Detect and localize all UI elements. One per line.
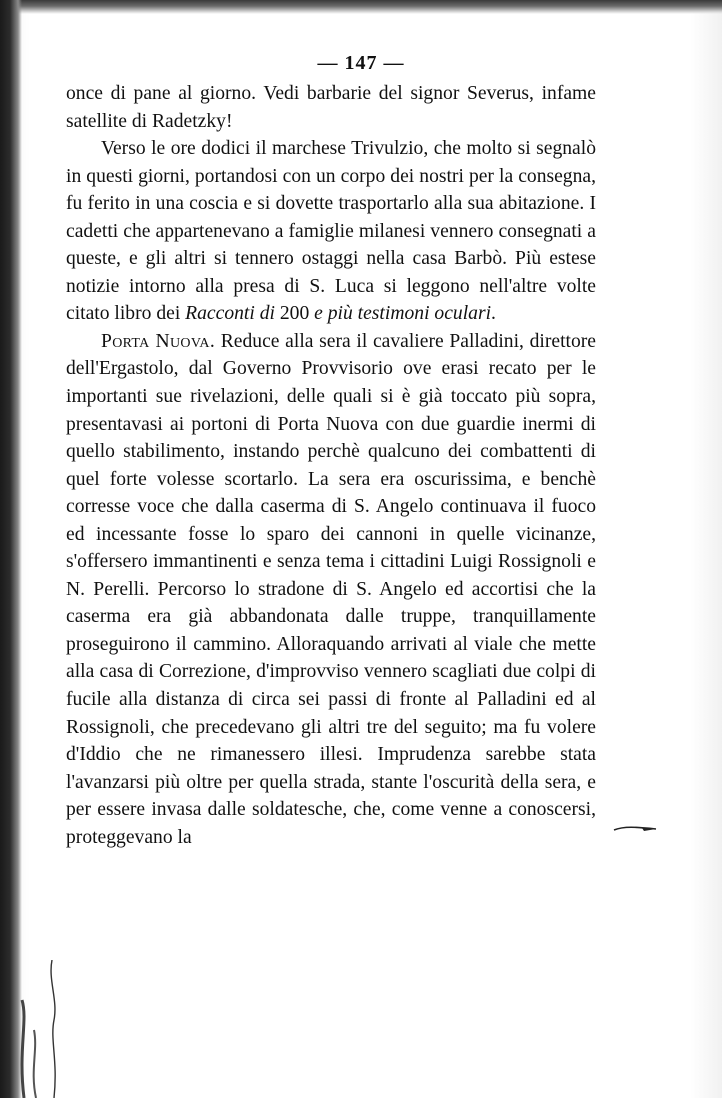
margin-pencil-mark-icon bbox=[612, 822, 658, 836]
book-binding-shadow bbox=[0, 0, 22, 1098]
paragraph-3-text: Reduce alla sera il cavaliere Palladini, direttore dell'Ergastolo, dal Governo Provvisorio ove erasi recato per le importanti sue rivelazioni, delle quali si è già toccato più sopra, presentavasi ai portoni di Porta Nuova con due guardie inermi di quello stabilimento, instando perchè qualcuno dei combattenti di quel forte volesse scortarlo. La sera era oscurissima, e benchè corresse voce che dalla caserma di S. Angelo continuava il fuoco ed incessante fosse lo sparo dei cannoni in quelle vicinanze, s'offersero immantinenti e senza tema i cittadini Luigi Rossignoli e N. Perelli. Percorso lo stradone di S. Angelo ed accortisi che la caserma era già abbandonata dalle truppe, tranquillamente proseguirono il cammino. Alloraquando arrivati al viale che mette alla casa di Correzione, d'improvviso vennero scagliati due colpi di fucile alla distanza di circa sei passi di fronte al Palladini ed al Rossignoli, che precedevano gli altri tre del seguito; ma fu volere d'Iddio che ne rimanessero illesi. Imprudenza sarebbe stata l'avanzarsi più oltre per quella strada, stante l'oscurità della sera, e per essere invasa dalle soldatesche, che, come venne a conoscersi, proteggevano la bbox=[66, 330, 596, 848]
section-heading: Porta Nuova. bbox=[101, 330, 216, 352]
book-title-italic: Racconti di bbox=[185, 303, 275, 325]
paragraph-1 bbox=[66, 80, 596, 135]
page-number: — 147 — bbox=[317, 52, 405, 74]
book-title-number: 200 bbox=[274, 303, 315, 325]
page-top-edge-shadow bbox=[18, 0, 722, 14]
paragraph-2-end: . bbox=[491, 303, 496, 325]
binding-thread-icon bbox=[8, 960, 68, 1098]
paragraph-3 bbox=[66, 328, 596, 851]
paragraph-1-text: once di pane al giorno. Vedi barbarie del signor Severus, infame satellite di Radetzky! bbox=[66, 83, 596, 132]
body-text bbox=[66, 80, 596, 851]
paragraph-2 bbox=[66, 135, 596, 328]
book-title-italic-tail: e più testimoni oculari bbox=[314, 303, 492, 325]
paragraph-2-text: Verso le ore dodici il marchese Trivulzio, che molto si segnalò in questi giorni, portandosi con un corpo dei nostri per la consegna, fu ferito in una coscia e si dovette trasportarlo alla sua abitazione. I cadetti che appartenevano a famiglie milanesi vennero consegnati a queste, e gli altri si tennero ostaggi nella casa Barbò. Più estese notizie intorno alla presa di S. Luca si leggono nell'altre volte citato libro dei bbox=[66, 138, 596, 325]
